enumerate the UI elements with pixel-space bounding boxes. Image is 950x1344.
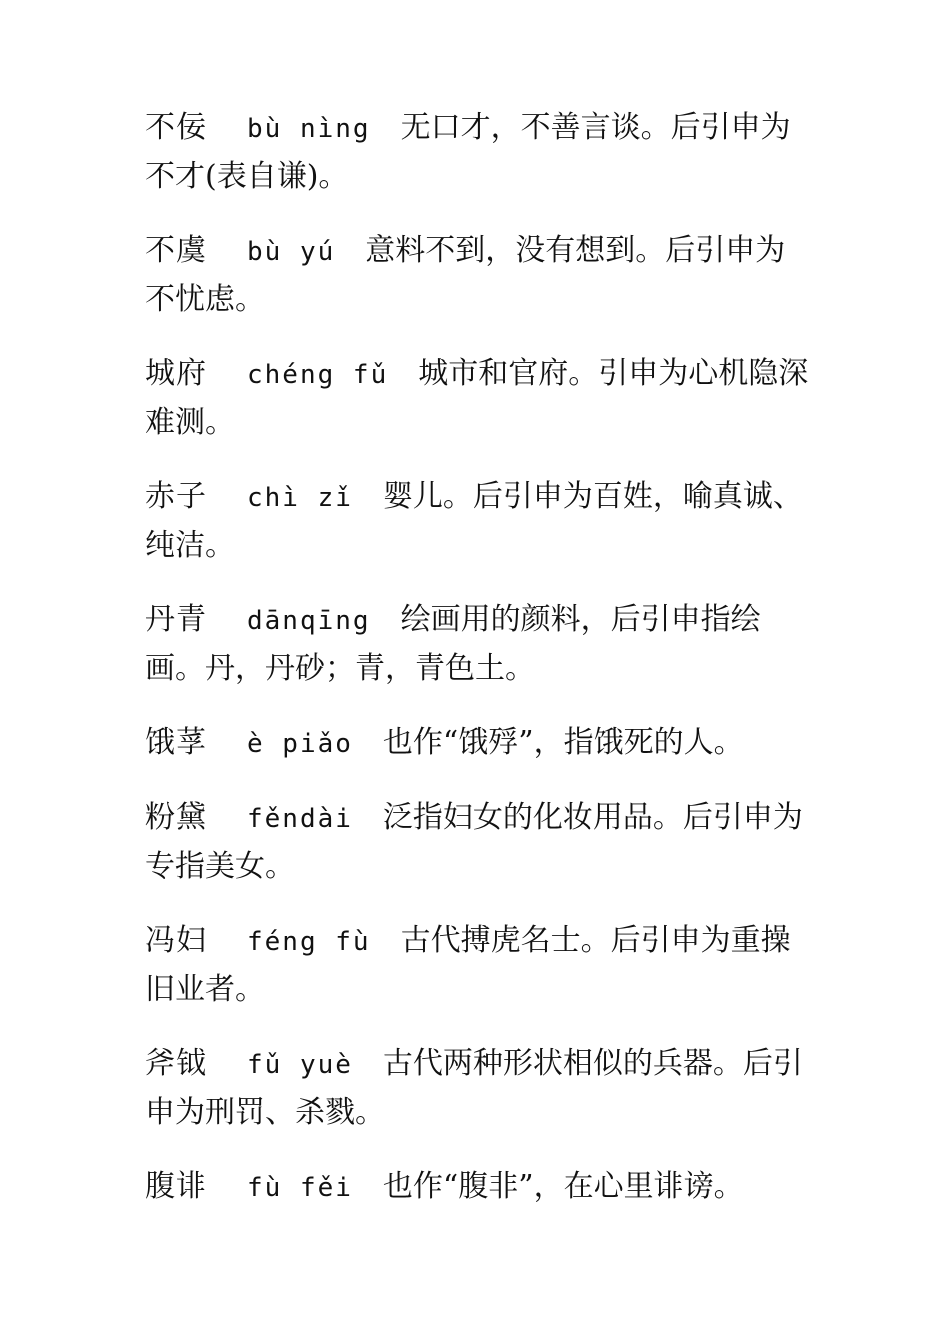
glossary-entry: [145, 227, 815, 324]
entry-term: 赤子: [145, 479, 207, 514]
entry-term: 粉黛: [145, 800, 207, 835]
glossary-entry: [145, 596, 815, 693]
entry-pinyin: féng fù: [247, 927, 371, 957]
entry-term: 饿莩: [145, 725, 207, 760]
entry-definition: 城市和官府。引申为心机隐深难测。: [145, 356, 809, 440]
entry-definition: 绘画用的颜料，后引申指绘画。丹，丹砂；青，青色土。: [145, 602, 761, 686]
entry-pinyin: chéng fǔ: [247, 360, 389, 390]
glossary-list: [145, 104, 815, 1238]
entry-term: 城府: [145, 356, 207, 391]
glossary-entry: [145, 719, 815, 768]
entry-definition: 古代搏虎名士。后引申为重操旧业者。: [145, 923, 791, 1007]
entry-definition: 婴儿。后引申为百姓，喻真诚、纯洁。: [145, 479, 803, 563]
entry-pinyin: fǔ yuè: [247, 1050, 353, 1080]
glossary-entry: [145, 917, 815, 1014]
entry-pinyin: fù fěi: [247, 1173, 353, 1203]
glossary-entry: [145, 350, 815, 447]
entry-definition: 无口才，不善言谈。后引申为不才(表自谦)。: [145, 110, 791, 194]
entry-term: 不佞: [145, 110, 207, 145]
entry-pinyin: fěndài: [247, 804, 353, 834]
entry-pinyin: dānqīng: [247, 606, 371, 636]
entry-term: 斧钺: [145, 1046, 207, 1081]
entry-definition: 也作“饿殍”，指饿死的人。: [382, 725, 744, 760]
glossary-entry: [145, 104, 815, 201]
entry-term: 不虞: [145, 233, 207, 268]
glossary-entry: [145, 473, 815, 570]
entry-pinyin: bù yú: [247, 237, 336, 267]
entry-definition: 意料不到，没有想到。后引申为不忧虑。: [145, 233, 786, 317]
glossary-entry: [145, 1163, 815, 1212]
entry-definition: 也作“腹非”，在心里诽谤。: [382, 1169, 744, 1204]
entry-term: 腹诽: [145, 1169, 207, 1204]
glossary-entry: [145, 1040, 815, 1137]
entry-term: 冯妇: [145, 923, 207, 958]
entry-pinyin: chì zǐ: [247, 483, 353, 513]
entry-pinyin: bù nìng: [247, 114, 371, 144]
entry-definition: 古代两种形状相似的兵器。后引申为刑罚、杀戮。: [145, 1046, 803, 1130]
entry-pinyin: è piǎo: [247, 729, 353, 759]
entry-definition: 泛指妇女的化妆用品。后引申为专指美女。: [145, 800, 803, 884]
glossary-entry: [145, 794, 815, 891]
entry-term: 丹青: [145, 602, 207, 637]
